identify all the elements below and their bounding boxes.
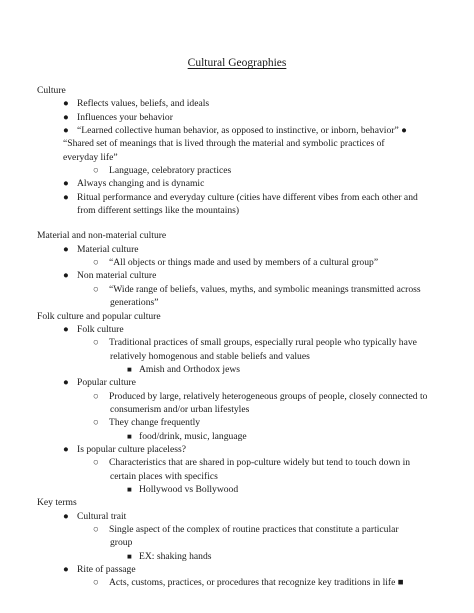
outline-item-text: “Shared set of meanings that is lived through the material and symbolic practices of [63, 138, 385, 150]
outline-item [0, 204, 474, 217]
outline-item-text: Folk culture [77, 323, 124, 335]
outline-item-text: Reflects values, beliefs, and ideals [77, 98, 210, 110]
outline-item-text: EX: shaking hands [139, 550, 212, 562]
outline-item [0, 137, 474, 150]
square-bullet-icon: ■ [127, 551, 132, 561]
outline-item-text: certain places with specifics [110, 470, 218, 482]
outline-item [0, 323, 474, 336]
outline-item [0, 403, 474, 416]
outline-item [0, 151, 474, 164]
outline-item [0, 576, 474, 589]
hollow-bullet-icon: ○ [93, 524, 99, 535]
hollow-bullet-icon: ○ [93, 283, 99, 295]
outline-item [0, 443, 474, 456]
outline-item [0, 563, 474, 576]
outline-item [0, 191, 474, 204]
outline-item [0, 430, 474, 443]
square-bullet-icon: ■ [127, 431, 132, 441]
filled-bullet-icon: ● [63, 191, 69, 203]
square-bullet-icon: ■ [127, 484, 132, 494]
outline-item-text: Ritual performance and everyday culture (cities have different vibes from each other and [77, 191, 418, 203]
outline-item-text: Key terms [37, 497, 77, 509]
outline-item-text: Popular culture [77, 377, 136, 389]
hollow-bullet-icon: ○ [93, 165, 99, 177]
filled-bullet-icon: ● [63, 443, 69, 455]
outline-item [0, 390, 474, 403]
filled-bullet-icon: ● [63, 510, 69, 522]
hollow-bullet-icon: ○ [93, 390, 99, 402]
hollow-bullet-icon: ○ [93, 257, 99, 269]
outline-item [0, 456, 474, 469]
filled-bullet-icon: ● [63, 564, 69, 576]
section-heading [0, 496, 474, 509]
outline-item [0, 523, 474, 536]
outline-item [0, 97, 474, 110]
outline-item-text: generations” [110, 297, 159, 309]
outline-item-text: Single aspect of the complex of routine practices that constitute a particular [109, 524, 399, 535]
outline-item [0, 269, 474, 282]
outline-item-text: Characteristics that are shared in pop-culture widely but tend to touch down in [109, 457, 411, 469]
filled-bullet-icon: ● [63, 111, 69, 123]
outline-item-text: Culture [37, 85, 66, 96]
outline-item-text: consumerism and/or urban lifestyles [110, 403, 250, 415]
section-heading [0, 229, 474, 242]
filled-bullet-icon: ● [63, 178, 69, 190]
outline-item-text: Amish and Orthodox jews [139, 363, 240, 375]
outline-item-text: Rite of passage [77, 564, 136, 576]
outline-item [0, 124, 474, 137]
outline-item-text: Influences your behavior [77, 111, 173, 123]
filled-bullet-icon: ● [63, 270, 69, 282]
outline-item [0, 243, 474, 256]
outline-item [0, 363, 474, 376]
outline-item [0, 296, 474, 309]
outline-item-text: Language, celebratory practices [109, 165, 232, 177]
filled-bullet-icon: ● [63, 323, 69, 335]
outline-item [0, 376, 474, 389]
outline-item-text: food/drink, music, language [139, 430, 247, 442]
outline-item [0, 350, 474, 363]
outline-item [0, 336, 474, 349]
section-gap [0, 217, 474, 229]
section-heading [0, 310, 474, 323]
outline-item-text: Hollywood vs Bollywood [139, 483, 239, 495]
outline-item [0, 510, 474, 523]
outline-item-text: Non material culture [77, 270, 157, 282]
outline-item-text: “Learned collective human behavior, as opposed to instinctive, or inborn, behavior” ● [77, 125, 407, 137]
hollow-bullet-icon: ○ [93, 337, 99, 349]
outline-item-text: from different settings like the mountains) [77, 205, 240, 217]
notes-outline [0, 84, 474, 590]
filled-bullet-icon: ● [63, 125, 69, 137]
outline-item-text: Is popular culture placeless? [77, 443, 186, 455]
section-heading [0, 84, 474, 97]
hollow-bullet-icon: ○ [93, 457, 99, 469]
outline-item-text: Traditional practices of small groups, especially rural people who typically have [109, 337, 417, 349]
outline-item [0, 177, 474, 190]
outline-item [0, 416, 474, 429]
filled-bullet-icon: ● [63, 243, 69, 255]
outline-item-text: “Wide range of beliefs, values, myths, and symbolic meanings transmitted across [109, 283, 421, 295]
page-title: Cultural Geographies [187, 57, 287, 69]
outline-item-text: Acts, customs, practices, or procedures that recognize key traditions in life ■ [109, 577, 404, 589]
outline-item [0, 470, 474, 483]
outline-item-text: Material and non-material culture [37, 230, 167, 242]
outline-item [0, 283, 474, 296]
outline-item [0, 164, 474, 177]
outline-item [0, 483, 474, 496]
filled-bullet-icon: ● [63, 98, 69, 110]
outline-item [0, 256, 474, 269]
outline-item [0, 550, 474, 563]
outline-item-text: Always changing and is dynamic [77, 178, 205, 190]
outline-item-text: Folk culture and popular culture [37, 310, 161, 322]
hollow-bullet-icon: ○ [93, 417, 99, 429]
outline-item-text: “All objects or things made and used by members of a cultural group” [109, 257, 379, 269]
outline-item [0, 111, 474, 124]
outline-item-text: everyday life” [63, 151, 118, 163]
outline-item-text: Cultural trait [77, 510, 127, 522]
outline-item-text: Material culture [77, 243, 139, 255]
outline-item-text: They change frequently [109, 417, 201, 429]
outline-item-text: Produced by large, relatively heterogeneous groups of people, closely connected to [109, 390, 428, 402]
filled-bullet-icon: ● [63, 377, 69, 389]
outline-item-text: relatively homogenous and stable beliefs and values [110, 350, 310, 362]
outline-item [0, 536, 474, 549]
square-bullet-icon: ■ [127, 364, 132, 374]
outline-item-text: group [110, 537, 133, 549]
hollow-bullet-icon: ○ [93, 577, 99, 589]
